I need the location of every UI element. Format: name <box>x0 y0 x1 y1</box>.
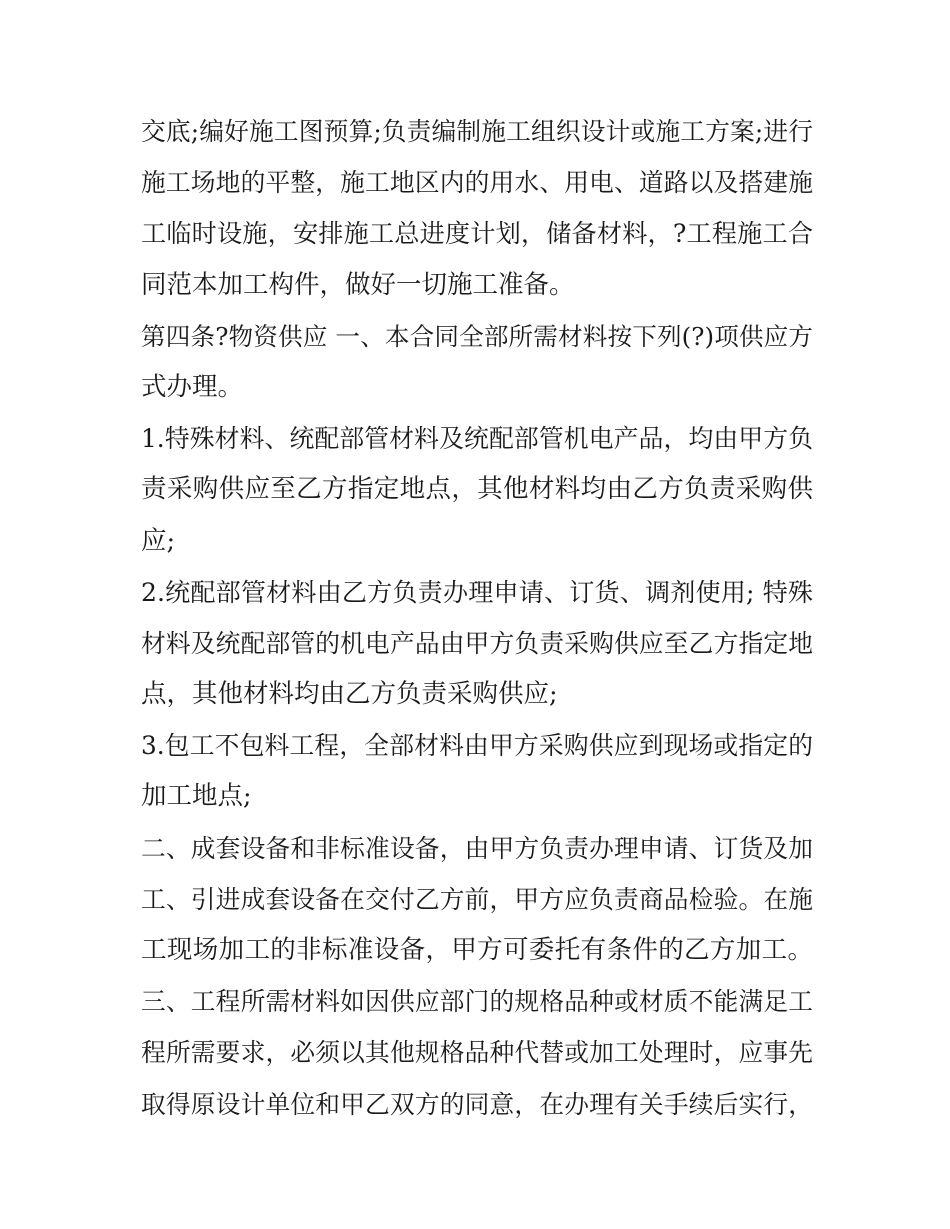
text-line: 材料及统配部管的机电产品由甲方负责采购供应至乙方指定地 <box>141 628 813 658</box>
text-line: 责采购供应至乙方指定地点，其他材料均由乙方负责采购供 <box>141 474 813 505</box>
text-line: 二、成套设备和非标准设备，由甲方负责办理申请、订货及加 <box>141 833 813 863</box>
text-line: 加工地点; <box>141 781 252 812</box>
text-line: 同范本加工构件，做好一切施工准备。 <box>141 269 575 300</box>
text-line: 程所需要求，必须以其他规格品种代替或加工处理时，应事先 <box>141 1038 813 1068</box>
text-line: 工现场加工的非标准设备，甲方可委托有条件的乙方加工。 <box>141 935 813 965</box>
text-line: 施工场地的平整，施工地区内的用水、用电、道路以及搭建施 <box>141 168 813 198</box>
text-line: 点，其他材料均由乙方负责采购供应; <box>141 679 558 710</box>
text-line: 3.包工不包料工程，全部材料由甲方采购供应到现场或指定的 <box>141 731 813 761</box>
document-body <box>141 106 813 1130</box>
text-line: 第四条?物资供应 一、本合同全部所需材料按下列(?)项供应方 <box>141 321 813 351</box>
text-line: 2.统配部管材料由乙方负责办理申请、订货、调剂使用; 特殊 <box>141 577 813 607</box>
text-line: 取得原设计单位和甲乙双方的同意，在办理有关手续后实行， <box>141 1089 813 1119</box>
text-line: 1.特殊材料、统配部管材料及统配部管机电产品，均由甲方负 <box>141 424 813 454</box>
text-line: 交底;编好施工图预算;负责编制施工组织设计或施工方案;进行 <box>141 117 813 146</box>
text-line: 工、引进成套设备在交付乙方前，甲方应负责商品检验。在施 <box>141 884 813 914</box>
text-line: 式办理。 <box>141 371 244 402</box>
text-line: 工临时设施，安排施工总进度计划，储备材料，?工程施工合 <box>141 219 813 249</box>
text-line: 应; <box>141 525 176 556</box>
text-line: 三、工程所需材料如因供应部门的规格品种或材质不能满足工 <box>141 987 813 1017</box>
